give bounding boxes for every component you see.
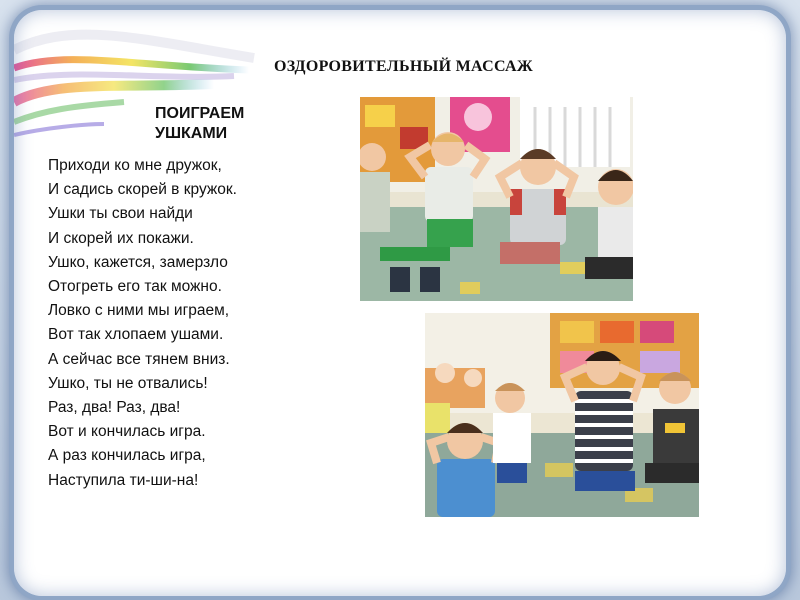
poem-line: Ушко, ты не отвались! [48,374,208,392]
poem-line: Вот так хлопаем ушами. [48,326,224,344]
poem-heading [155,104,295,144]
poem-line: Отогреть его так можно. [48,278,222,296]
slide-title: ОЗДОРОВИТЕЛЬНЫЙ МАССАЖ [274,58,533,75]
poem-heading-line-1: ПОИГРАЕМ [155,105,245,122]
poem-line: Ушко, кажется, замерзло [48,253,228,271]
poem-line: Раз, два! Раз, два! [48,399,181,417]
poem-line: И садись скорей в кружок. [48,181,237,199]
poem-line: И скорей их покажи. [48,229,194,247]
poem-text [48,154,348,493]
poem-line: А раз кончилась игра, [48,447,206,465]
poem-line: А сейчас все тянем вниз. [48,350,230,368]
children-sitting-holding-ears-photo [360,97,633,301]
poem-heading-line-2: УШКАМИ [155,125,228,142]
poem-line: Наступила ти-ши-на! [48,471,199,489]
poem-line: Ловко с ними мы играем, [48,302,230,320]
poem-line: Вот и кончилась игра. [48,423,206,441]
poem-line: Ушки ты свои найди [48,205,193,223]
poem-line: Приходи ко мне дружок, [48,157,222,174]
children-on-floor-pulling-ears-photo [425,313,699,517]
